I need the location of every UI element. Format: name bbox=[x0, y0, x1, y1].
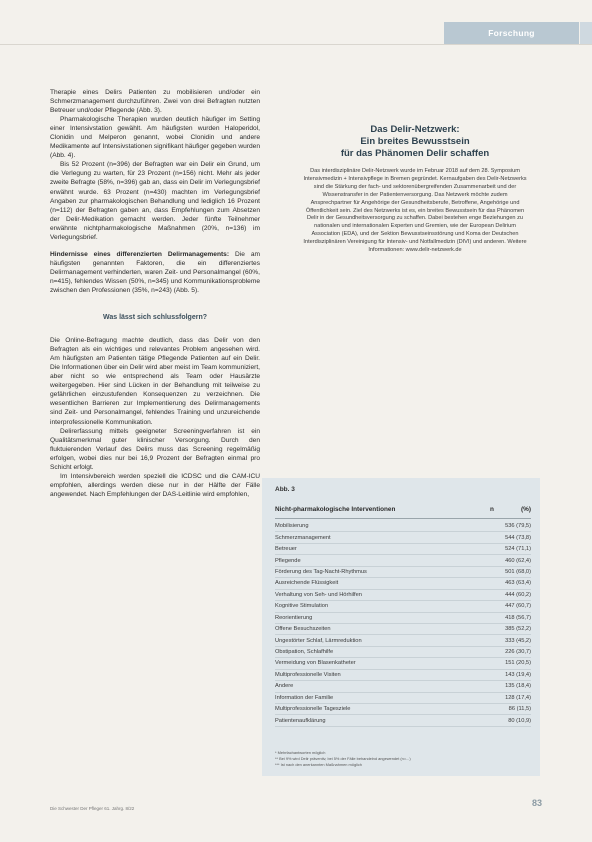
row-label: Pflegende bbox=[275, 557, 301, 564]
article-left-column bbox=[50, 88, 260, 499]
row-value: 80 (10,9) bbox=[508, 717, 531, 724]
paragraph-1: Therapie eines Delirs Patienten zu mobilisieren und/oder ein Schmerzmanagement durchzuführen. Zwei von drei Befragten nutzten Betreuer und/oder Pflegende (Abb. 3). bbox=[50, 89, 260, 115]
table-row bbox=[275, 613, 531, 624]
title-line-2: Ein breites Bewusstsein bbox=[360, 136, 470, 147]
row-label: Patientenaufklärung bbox=[275, 717, 326, 724]
paragraph-4-text: Die am häufigsten genannten Faktoren, die ein differenziertes Delirmanagement verhinderten, waren Zeit- und Personalmangel (60%, n=415), fehlendes Wissen (50%, n=345) und Kommunikationsprobleme zwischen den Professionen (35%, n=243) (Abb. 5). bbox=[50, 250, 260, 294]
table-row bbox=[275, 590, 531, 601]
row-value: 385 (52,2) bbox=[505, 626, 531, 633]
row-value: 444 (60,2) bbox=[505, 591, 531, 598]
row-label: Multiprofessionelle Tagesziele bbox=[275, 706, 351, 713]
table-body bbox=[275, 521, 531, 727]
row-value: 501 (68,0) bbox=[505, 568, 531, 575]
row-label: Obstipation, Schlafhilfe bbox=[275, 649, 334, 656]
row-label: Schmerzmanagement bbox=[275, 534, 331, 541]
row-value: 86 (11,5) bbox=[508, 706, 531, 713]
table-row bbox=[275, 647, 531, 658]
row-label: Betreuer bbox=[275, 546, 297, 553]
header-n: n bbox=[490, 506, 494, 513]
table-row bbox=[275, 715, 531, 726]
table-row bbox=[275, 521, 531, 532]
footer-publication: Die Schwester Der Pfleger 61. Jahrg. 8/22 bbox=[50, 806, 135, 811]
row-label: Kognitive Stimulation bbox=[275, 603, 329, 610]
table-row bbox=[275, 578, 531, 589]
row-value: 418 (56,7) bbox=[505, 614, 531, 621]
figure-label: Abb. 3 bbox=[275, 486, 295, 493]
row-label: Reorientierung bbox=[275, 614, 313, 621]
delir-network-box bbox=[302, 124, 528, 255]
row-label: Offene Besuchszeiten bbox=[275, 626, 331, 633]
note-2: ** Bei 9% wird Delir präventiv, bei 5% der Fälle behandelnd angewendet (n=...) bbox=[275, 756, 411, 761]
paragraph-7: Im Intensivbereich werden speziell die ICDSC und die CAM-ICU empfohlen, allerdings werden diese nur in der Hälfte der Fälle angewendet. Nach Empfehlungen der DAS-Leitlinie wird empfohlen, bbox=[50, 472, 260, 498]
table-row bbox=[275, 624, 531, 635]
figure-3-table bbox=[262, 478, 540, 776]
delir-network-text: Das interdisziplinäre Delir-Netzwerk wurde im Februar 2018 auf dem 28. Symposium Intensivmedizin + Intensivpflege in Bremen gegründet. Kernaufgaben des Delir-Netzwerks sind die Stärkung der fach- und sektorenübergreifenden Zusammenarbeit und der Wissenstransfer in der Patientenversorgung. Das Netzwerk möchte zudem Ansprechpartner für Angehörige der Gesundheitsberufe, Betroffene, Angehörige und Öffentlichkeit sein. Ziel des Netzwerks ist es, ein breites Bewusstsein für das Phänomen Delir in der Gesundheitsversorgung zu schaffen. Dabei bestehen enge Beziehungen zu nationalen und internationalen Experten und Gremien, wie der European Delirium Association (EDA), und der Sektion Bewusstseinsstörung und Koma der Deutschen Interdisziplinären Vereinigung für Intensiv- und Notfallmedizin (DIVI) und anderen. Weitere Informationen: www.delir-netzwerk.de bbox=[303, 168, 527, 254]
row-value: 544 (73,8) bbox=[505, 534, 531, 541]
paragraph-5: Die Online-Befragung machte deutlich, dass das Delir von den Befragten als ein wichtiges und relevantes Problem angesehen wird. Am häufigsten am Patienten tätige Pflegende Patienten auf ein Delir. Die Informationen über ein Delir wird aber meist im Team kommuniziert, aber nicht so wie entsprechend als Team oder Hausärzte weitergegeben. Hier sind Lücken in der Behandlung mit teilweise zu gefährlichen einzustufenden Konsequenzen zu verzeichnen. Die wesentlichen Barrieren zur Implementierung des Delirmanagements sind Zeit- und Personalmangel, fehlendes Training und unzureichende interprofessionelle Kommunikation. bbox=[50, 337, 260, 426]
paragraph-3: Bis 52 Prozent (n=396) der Befragten war ein Delir ein Grund, um die Verlegung zu warten, für 23 Prozent (n=156) nicht. Mehr als jeder zweite Befragte (58%, n=396) gab an, dass ein Delir im Verlegungsbrief erwähnt wurde. 63 Prozent (n=430) machten im Verlegungsbrief Angaben zur pharmakologischen Behandlung und lediglich 16 Prozent (n=112) der Befragten gaben an, dass Empfehlungen zum Absetzen der Delir-Medikation gemacht werden. Jeder fünfte Teilnehmer erwähnte nichtpharmakologische Maßnahmen (20%, n=136) im Verlegungsbrief. bbox=[50, 161, 260, 241]
row-value: 128 (17,4) bbox=[505, 694, 531, 701]
table-row bbox=[275, 681, 531, 692]
row-value: 226 (30,7) bbox=[505, 649, 531, 656]
note-1: * Mehrfachantworten möglich bbox=[275, 750, 326, 755]
row-value: 447 (60,7) bbox=[505, 603, 531, 610]
row-value: 135 (18,4) bbox=[505, 683, 531, 690]
row-value: 143 (19,4) bbox=[505, 671, 531, 678]
paragraph-4-lead: Hindernisse eines differenzierten Delirmanagements: bbox=[50, 250, 230, 258]
table-row bbox=[275, 670, 531, 681]
row-label: Andere bbox=[275, 683, 294, 690]
table-row bbox=[275, 555, 531, 566]
row-value: 463 (63,4) bbox=[505, 580, 531, 587]
delir-network-title bbox=[302, 124, 528, 160]
table-row bbox=[275, 544, 531, 555]
paragraph-4 bbox=[50, 250, 260, 295]
title-line-3: für das Phänomen Delir schaffen bbox=[340, 148, 490, 159]
row-value: 333 (45,2) bbox=[505, 637, 531, 644]
table-row bbox=[275, 601, 531, 612]
table-row bbox=[275, 567, 531, 578]
section-heading: Was lässt sich schlussfolgern? bbox=[103, 314, 207, 322]
table-row bbox=[275, 658, 531, 669]
row-label: Information der Familie bbox=[275, 694, 334, 701]
figure-notes bbox=[275, 750, 531, 768]
header-interventions: Nicht-pharmakologische Interventionen bbox=[275, 506, 396, 513]
table-row bbox=[275, 704, 531, 715]
header-percent: (%) bbox=[521, 506, 531, 513]
page-number: 83 bbox=[532, 798, 543, 808]
table-header-rule bbox=[275, 518, 531, 519]
row-label: Ausreichende Flüssigkeit bbox=[275, 580, 339, 587]
row-label: Ungestörter Schlaf, Lärmreduktion bbox=[275, 637, 362, 644]
row-label: Mobilisierung bbox=[275, 523, 309, 530]
title-line-1: Das Delir-Netzwerk: bbox=[370, 124, 460, 135]
row-label: Multiprofessionelle Visiten bbox=[275, 671, 341, 678]
row-label: Verhaltung von Seh- und Hörhilfen bbox=[275, 591, 362, 598]
header-bar bbox=[580, 22, 592, 44]
table-row bbox=[275, 635, 531, 646]
section-tab: Forschung bbox=[444, 22, 579, 44]
paragraph-2: Pharmakologische Therapien wurden deutlich häufiger im Setting einer Intensivstation gewählt. Am häufigsten wurden Haloperidol, Clonidin und Melperon genannt, wobei Clonidin und andere Medikamente auf Intensivstationen signifikant häufiger gegeben wurden (Abb. 4). bbox=[50, 116, 260, 160]
row-value: 524 (71,1) bbox=[505, 546, 531, 553]
row-value: 536 (79,5) bbox=[505, 523, 531, 530]
paragraph-6: Delirerfassung mittels geeigneter Screeningverfahren ist ein Qualitätsmerkmal guter klinischer Versorgung. Durch den fluktuierenden Verlauf des Delirs muss das Screening regelmäßig erfolgen, wobei dies nur bei 16,9 Prozent der Befragten einmal pro Schicht erfolgt. bbox=[50, 427, 260, 471]
row-value: 151 (20,5) bbox=[505, 660, 531, 667]
note-3: *** Ist nach den anerkannten Maßnahmen möglich bbox=[275, 762, 362, 767]
table-header bbox=[275, 506, 531, 513]
header-divider bbox=[0, 44, 592, 45]
row-value: 460 (62,4) bbox=[505, 557, 531, 564]
table-row bbox=[275, 532, 531, 543]
table-row bbox=[275, 693, 531, 704]
row-label: Vermeidung von Blasenkatheter bbox=[275, 660, 356, 667]
row-label: Förderung des Tag-Nacht-Rhythmus bbox=[275, 568, 367, 575]
